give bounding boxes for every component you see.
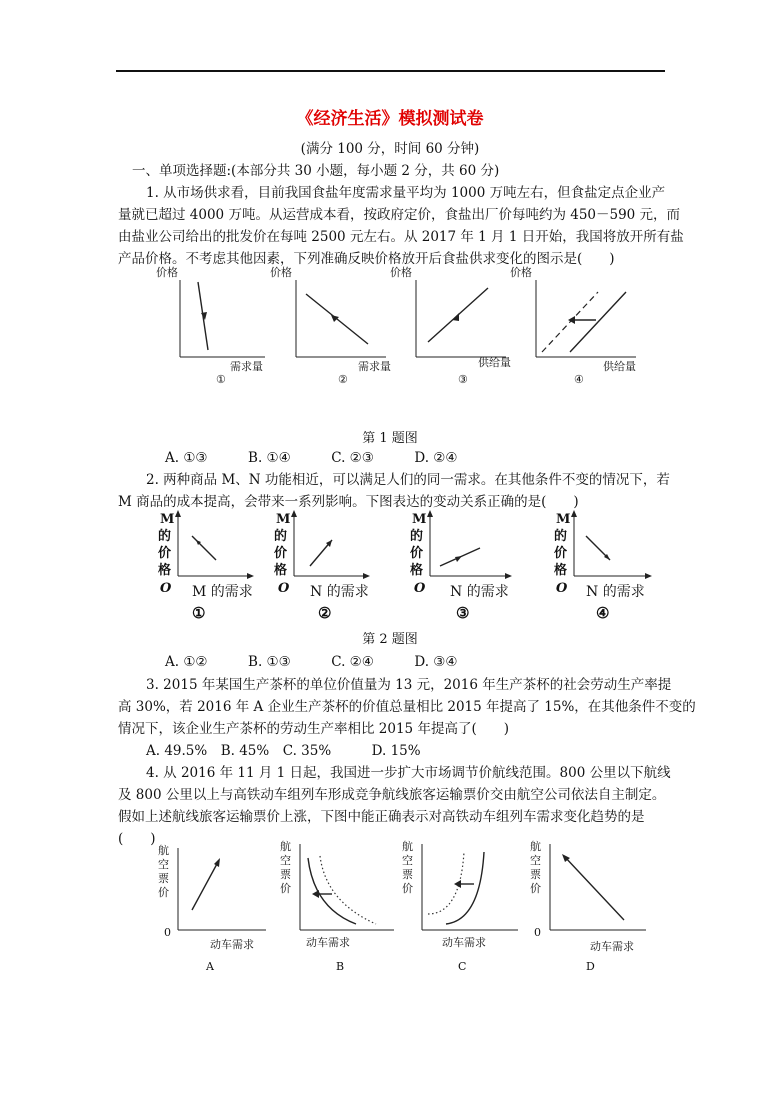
x-axis-label: 动车需求 bbox=[442, 936, 486, 949]
x-axis-arrow bbox=[247, 573, 254, 579]
figure-number: ② bbox=[338, 373, 348, 386]
figure-number: ① bbox=[216, 373, 226, 386]
q2-figure-4 bbox=[548, 510, 668, 625]
y-axis-label: 票 bbox=[530, 868, 541, 881]
y-axis-label: 价 bbox=[158, 546, 172, 561]
demand-line bbox=[564, 856, 624, 920]
x-axis-label: 动车需求 bbox=[590, 940, 634, 953]
page-title: 《经济生活》模拟测试卷 bbox=[296, 109, 484, 129]
score-info: (满分 100 分，时间 60 分钟) bbox=[300, 141, 480, 157]
y-axis-label: 票 bbox=[402, 868, 413, 881]
origin-label: O bbox=[556, 581, 568, 596]
relation-line bbox=[192, 536, 216, 560]
q4-text-line: 4. 从 2016 年 11 月 1 日起，我国进一步扩大市场调节价航线范围。800 公里以下航线 bbox=[146, 765, 671, 781]
x-axis-label: 动车需求 bbox=[210, 938, 254, 951]
origin-label: O bbox=[278, 581, 290, 596]
q2-figure-2 bbox=[270, 510, 385, 625]
arrow-head bbox=[452, 313, 459, 321]
y-axis-label: 的 bbox=[158, 529, 172, 544]
q3-text-line: 情况下，该企业生产茶杯的劳动生产率相比 2015 年提高了( ) bbox=[118, 721, 509, 737]
q2-figure-3 bbox=[404, 510, 524, 625]
x-axis-label: 需求量 bbox=[230, 360, 263, 373]
y-axis-label: 航 bbox=[280, 840, 291, 853]
q3-text-line: 3. 2015 年某国生产茶杯的单位价值量为 13 元，2016 年生产茶杯的社会劳动生产率提 bbox=[146, 677, 672, 693]
option-letter: A bbox=[206, 960, 214, 973]
arrow-head bbox=[455, 556, 462, 562]
x-axis-label: M 的需求 bbox=[192, 584, 253, 600]
figure-number: ① bbox=[192, 604, 206, 622]
q1-caption: 第 1 题图 bbox=[362, 431, 418, 446]
q4-text-line: 假如上述航线旅客运输票价上涨，下图中能正确表示对高铁动车组列车需求变化趋势的是 bbox=[118, 809, 645, 825]
arrow-head bbox=[331, 315, 339, 322]
x-axis-label: N 的需求 bbox=[586, 584, 645, 600]
y-axis-label: 价 bbox=[158, 886, 169, 899]
y-axis-label: 价格 bbox=[270, 266, 292, 279]
x-axis-label: 供给量 bbox=[478, 356, 511, 369]
y-axis-label: 空 bbox=[158, 858, 169, 871]
y-axis-label: 空 bbox=[280, 854, 291, 867]
q1-figure-4 bbox=[508, 262, 648, 386]
x-axis-arrow bbox=[505, 573, 512, 579]
q2-options: A. ①② B. ①③ C. ②④ D. ③④ bbox=[165, 654, 458, 670]
y-axis-label: 空 bbox=[530, 854, 541, 867]
y-axis-label: 价 bbox=[274, 546, 288, 561]
origin-label: 0 bbox=[534, 926, 541, 939]
y-axis-label: 航 bbox=[530, 840, 541, 853]
y-axis-label: 航 bbox=[158, 844, 169, 857]
x-axis-arrow bbox=[645, 573, 652, 579]
x-axis-label: 需求量 bbox=[358, 360, 391, 373]
figure-number: ② bbox=[318, 604, 332, 622]
arrow-head bbox=[454, 880, 461, 888]
y-axis-label: 的 bbox=[410, 529, 424, 544]
new-supply-curve bbox=[570, 292, 626, 352]
q3-options: A. 49.5% B. 45% C. 35% D. 15% bbox=[146, 743, 421, 759]
origin-label: 0 bbox=[164, 926, 171, 939]
y-axis-label: 格 bbox=[554, 563, 568, 578]
origin-label: O bbox=[414, 581, 426, 596]
figure-number: ③ bbox=[456, 604, 470, 622]
q4-text-line: 及 800 公里以上与高铁动车组列车形成竞争航线旅客运输票价交由航空公司依法自主制定。 bbox=[118, 787, 666, 803]
q4-text-line: ( ) bbox=[118, 831, 156, 847]
q4-figure-d bbox=[524, 838, 654, 978]
q1-text-line: 1. 从市场供求看，目前我国食盐年度需求量平均为 1000 万吨左右，但食盐定点企业产 bbox=[146, 185, 666, 201]
q2-caption: 第 2 题图 bbox=[362, 632, 418, 647]
y-axis-label: 价格 bbox=[156, 266, 178, 279]
y-axis-label: 价格 bbox=[510, 266, 532, 279]
q2-text-line: 2. 两种商品 M、N 功能相近，可以满足人们的同一需求。在其他条件不变的情况下，若 bbox=[146, 472, 670, 488]
y-axis-label: M bbox=[556, 512, 571, 527]
y-axis-label: 航 bbox=[402, 840, 413, 853]
q2-figure-1 bbox=[150, 510, 260, 625]
y-axis-arrow bbox=[291, 510, 297, 517]
y-axis-label: 的 bbox=[554, 529, 568, 544]
option-letter: B bbox=[336, 960, 345, 973]
original-demand-curve bbox=[308, 858, 356, 924]
y-axis-label: M bbox=[160, 512, 175, 527]
arrow-head bbox=[312, 890, 319, 898]
y-axis-label: 空 bbox=[402, 854, 413, 867]
section-heading: 一、单项选择题:(本部分共 30 小题，每小题 2 分，共 60 分) bbox=[132, 163, 500, 179]
y-axis-arrow bbox=[427, 510, 433, 517]
q2-text-line: M 商品的成本提高，会带来一系列影响。下图表达的变动关系正确的是( ) bbox=[118, 494, 579, 510]
option-letter: D bbox=[586, 960, 595, 973]
figure-number: ③ bbox=[458, 373, 468, 386]
y-axis-label: 格 bbox=[158, 563, 172, 578]
x-axis-label: N 的需求 bbox=[310, 584, 369, 600]
q4-figure-b bbox=[276, 838, 406, 978]
figure-number: ④ bbox=[596, 604, 610, 622]
origin-label: O bbox=[160, 581, 172, 596]
y-axis-arrow bbox=[175, 510, 181, 517]
y-axis-label: 格 bbox=[274, 563, 288, 578]
option-letter: C bbox=[458, 960, 467, 973]
q1-figure-1 bbox=[150, 262, 270, 386]
x-axis-label: 动车需求 bbox=[306, 936, 350, 949]
q3-text-line: 高 30%，若 2016 年 A 企业生产茶杯的价值总量相比 2015 年提高了 15%，在其他条件不变的 bbox=[118, 699, 696, 715]
x-axis-arrow bbox=[363, 573, 370, 579]
y-axis-label: 票 bbox=[280, 868, 291, 881]
x-axis-label: 供给量 bbox=[603, 360, 636, 373]
q1-figure-3 bbox=[388, 262, 513, 386]
y-axis-label: 票 bbox=[158, 872, 169, 885]
figure-number: ④ bbox=[574, 373, 584, 386]
new-demand-curve bbox=[320, 856, 376, 924]
y-axis-arrow bbox=[571, 510, 577, 517]
new-demand-curve bbox=[446, 852, 484, 924]
q4-figure-c bbox=[398, 838, 528, 978]
arrow-head bbox=[214, 858, 220, 867]
y-axis-label: 价 bbox=[554, 546, 568, 561]
y-axis-label: M bbox=[276, 512, 291, 527]
q1-text-line: 产品价格。不考虑其他因素，下列准确反映价格放开后食盐供求变化的图示是( ) bbox=[118, 251, 615, 267]
q1-figure-2 bbox=[268, 262, 393, 386]
y-axis-label: 价 bbox=[410, 546, 424, 561]
q1-text-line: 量就已超过 4000 万吨。从运营成本看，按政府定价，食盐出厂价每吨约为 450－590 元，而 bbox=[118, 207, 681, 223]
arrow-head bbox=[568, 316, 575, 324]
q1-text-line: 由盐业公司给出的批发价在每吨 2500 元左右。从 2017 年 1 月 1 日开始，我国将放开所有盐 bbox=[118, 229, 684, 245]
y-axis-label: 的 bbox=[274, 529, 288, 544]
q1-options: A. ①③ B. ①④ C. ②③ D. ②④ bbox=[165, 450, 458, 466]
y-axis-label: M bbox=[412, 512, 427, 527]
y-axis-label: 价 bbox=[280, 882, 291, 895]
original-supply-curve bbox=[542, 292, 598, 352]
y-axis-label: 价 bbox=[402, 882, 413, 895]
demand-line bbox=[192, 862, 218, 910]
q4-figure-a bbox=[150, 838, 280, 978]
y-axis-label: 格 bbox=[410, 563, 424, 578]
header-rule bbox=[116, 70, 665, 72]
x-axis-label: N 的需求 bbox=[450, 584, 509, 600]
y-axis-label: 价 bbox=[530, 882, 541, 895]
y-axis-label: 价格 bbox=[390, 266, 412, 279]
